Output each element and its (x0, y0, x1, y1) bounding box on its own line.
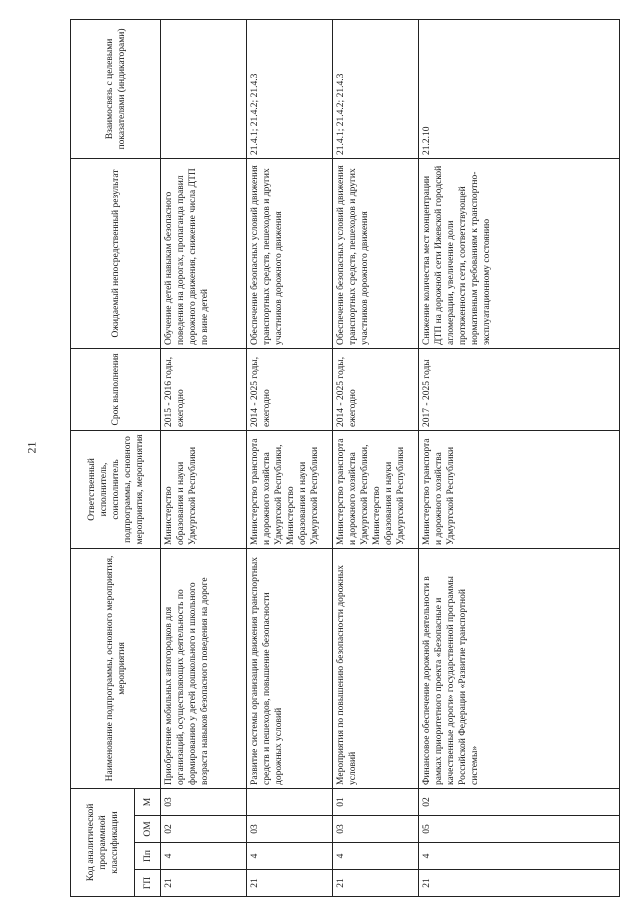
cell-result: Обеспечение безопасных условий движения транспортных средств, пешеходов и других участников дорожного движения (333, 158, 419, 348)
cell-m: 03 (161, 788, 247, 815)
header-link: Взаимосвязь с целевыми показателями (индикаторами) (71, 19, 161, 158)
cell-name: Приобретение мобильных автогородков для организаций, осуществляющих деятельность по формированию у детей дошкольного и школьного возраста навыков безопасного поведения на дороге (161, 548, 247, 788)
header-pp: Пп (135, 843, 161, 870)
cell-om: 03 (247, 816, 333, 843)
cell-name: Мероприятия по повышению безопасности дорожных условий (333, 548, 419, 788)
header-code-group: Код аналитической программной классификации (71, 788, 135, 896)
table-row (333, 19, 419, 896)
cell-link (161, 19, 247, 158)
table-row (419, 19, 620, 896)
header-row (71, 19, 135, 896)
header-name: Наименование подпрограммы, основного мероприятия, мероприятия (71, 548, 161, 788)
cell-term: 2014 - 2025 годы, ежегодно (247, 348, 333, 430)
cell-gp: 21 (161, 870, 247, 897)
cell-m: 01 (333, 788, 419, 815)
cell-pp: 4 (419, 843, 620, 870)
cell-responsible: Министерство образования и науки Удмуртской Республики (161, 430, 247, 548)
table-row (161, 19, 247, 896)
cell-result: Обеспечение безопасных условий движения транспортных средств, пешеходов и других участников дорожного движения (247, 158, 333, 348)
header-m: М (135, 788, 161, 815)
cell-gp: 21 (247, 870, 333, 897)
cell-gp: 21 (333, 870, 419, 897)
header-om: ОМ (135, 816, 161, 843)
page-number: 21 (24, 441, 39, 454)
cell-gp: 21 (419, 870, 620, 897)
table-row (247, 19, 333, 896)
cell-result: Снижение количества мест концентрации ДТП на дорожной сети Ижевской городской агломерации, увеличение доли протяженности сети, соответствующей нормативным требованиям к транспортно-эксплуатационному состоянию (419, 158, 620, 348)
cell-pp: 4 (161, 843, 247, 870)
header-responsible: Ответственный исполнитель, соисполнитель подпрограммы, основного мероприятия, мероприятия (71, 430, 161, 548)
cell-name: Развитие системы организации движения транспортных средств и пешеходов, повышение безопасности дорожных условий (247, 548, 333, 788)
document-sheet (70, 20, 620, 897)
cell-link: 21.4.1; 21.4.2; 21.4.3 (247, 19, 333, 158)
cell-term: 2015 - 2016 годы, ежегодно (161, 348, 247, 430)
cell-name: Финансовое обеспечение дорожной деятельности в рамках приоритетного проекта «Безопасные и качественные дороги» государственной программы Российской Федерации «Развитие транспортной системы» (419, 548, 620, 788)
cell-responsible: Министерство транспорта и дорожного хозяйства Удмуртской Республики (419, 430, 620, 548)
cell-term: 2014 - 2025 годы, ежегодно (333, 348, 419, 430)
cell-term: 2017 - 2025 годы (419, 348, 620, 430)
cell-om: 02 (161, 816, 247, 843)
cell-om: 03 (333, 816, 419, 843)
cell-responsible: Министерство транспорта и дорожного хозяйства Удмуртской Республики, Министерство образования и науки Удмуртской Республики (247, 430, 333, 548)
cell-responsible: Министерство транспорта и дорожного хозяйства Удмуртской Республики, Министерство образования и науки Удмуртской Республики (333, 430, 419, 548)
cell-link: 21.2.10 (419, 19, 620, 158)
header-term: Срок выполнения (71, 348, 161, 430)
cell-link: 21.4.1; 21.4.2; 21.4.3 (333, 19, 419, 158)
cell-m (247, 788, 333, 815)
cell-pp: 4 (247, 843, 333, 870)
cell-om: 05 (419, 816, 620, 843)
program-activities-table (70, 19, 620, 897)
cell-result: Обучение детей навыкам безопасного поведения на дорогах, пропаганда правил дорожного движения, снижение числа ДТП по вине детей (161, 158, 247, 348)
header-gp: ГП (135, 870, 161, 897)
header-result: Ожидаемый непосредственный результат (71, 158, 161, 348)
cell-pp: 4 (333, 843, 419, 870)
cell-m: 02 (419, 788, 620, 815)
